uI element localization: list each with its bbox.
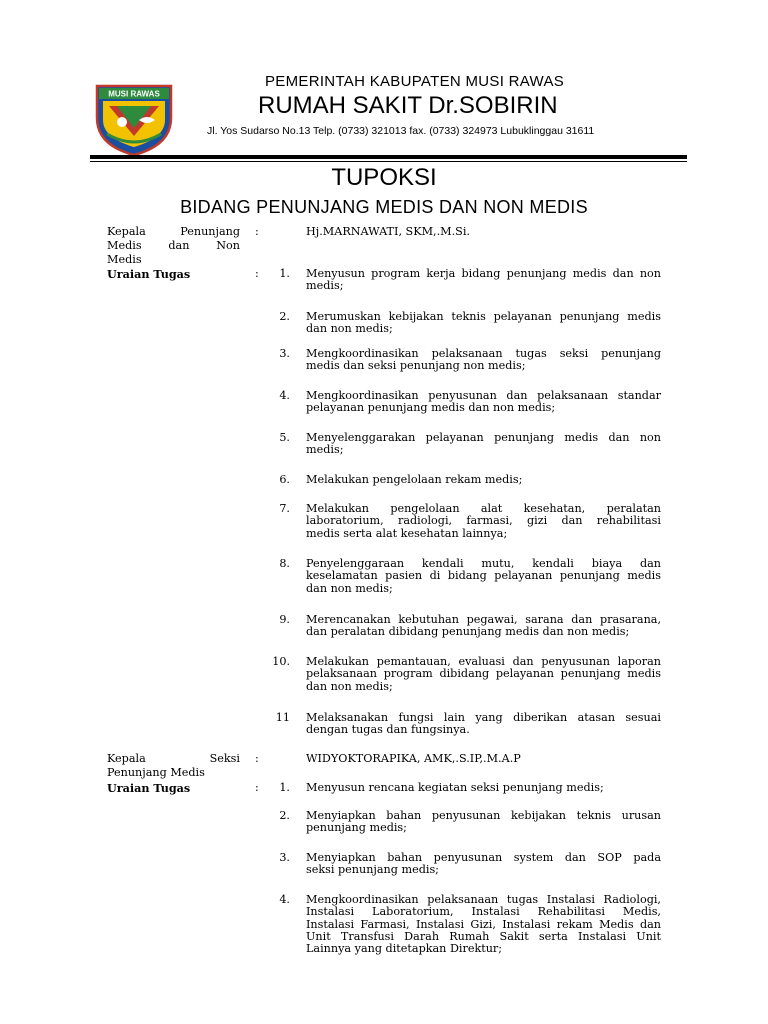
task-number: 1. [279,267,290,280]
task-number: 1. [279,781,290,794]
task-number: 3. [279,851,290,864]
task-text: Merencanakan kebutuhan pegawai, sarana dan prasarana, dan peralatan dibidang penunjang medis dan non medis; [306,613,661,639]
hospital-address: Jl. Yos Sudarso No.13 Telp. (0733) 321013 fax. (0733) 324973 Lubuklinggau 31611 [207,125,595,137]
task-text: Melaksanakan fungsi lain yang diberikan atasan sesuai dengan tugas dan fungsinya. [306,711,661,737]
hospital-name: RUMAH SAKIT Dr.SOBIRIN [258,92,558,119]
logo-text: MUSI RAWAS [108,89,160,99]
header-rule-thick [90,155,687,159]
task-text: Menyiapkan bahan penyusunan system dan SOP pada seksi penunjang medis; [306,851,661,877]
section1-tasks-colon: : [255,267,259,280]
section1-colon: : [255,225,259,238]
task-number: 2. [279,809,290,822]
section1-tasks-label: Uraian Tugas [107,267,191,281]
government-name: PEMERINTAH KABUPATEN MUSI RAWAS [265,73,565,90]
task-text: Mengkoordinasikan penyusunan dan pelaksanaan standar pelayanan penunjang medis dan non medis; [306,389,661,415]
document-subtitle: BIDANG PENUNJANG MEDIS DAN NON MEDIS [180,197,588,217]
task-text: Merumuskan kebijakan teknis pelayanan penunjang medis dan non medis; [306,310,661,336]
section2-label-line: Kepala Seksi [107,752,240,765]
musi-rawas-logo [95,84,173,156]
section2-tasks-label: Uraian Tugas [107,781,191,795]
section2-label-line: Penunjang Medis [107,766,205,779]
document-title: TUPOKSI [331,164,437,191]
task-number: 2. [279,310,290,323]
task-number: 6. [279,473,290,486]
task-number: 10. [272,655,290,668]
header-rule-thin [90,161,687,162]
task-text: Penyelenggaraan kendali mutu, kendali biaya dan keselamatan pasien di bidang pelayanan penunjang medis dan non medis; [306,557,661,595]
task-text: Melakukan pengelolaan rekam medis; [306,473,523,486]
task-number: 8. [279,557,290,570]
section2-colon: : [255,752,259,765]
task-text: Melakukan pengelolaan alat kesehatan, peralatan laboratorium, radiologi, farmasi, gizi dan rehabilitasi medis serta alat kesehatan lainnya; [306,502,661,540]
task-number: 3. [279,347,290,360]
section1-label-line: Medis dan Non [107,239,240,252]
task-number: 5. [279,431,290,444]
task-number: 7. [279,502,290,515]
section2-tasks-colon: : [255,781,259,794]
task-text: Menyiapkan bahan penyusunan kebijakan teknis urusan penunjang medis; [306,809,661,835]
task-number: 11 [275,711,290,724]
section2-name: WIDYOKTORAPIKA, AMK,.S.IP,.M.A.P [306,752,521,765]
task-text: Menyelenggarakan pelayanan penunjang medis dan non medis; [306,431,661,457]
section1-name: Hj.MARNAWATI, SKM,.M.Si. [306,225,470,238]
task-number: 4. [279,389,290,402]
task-number: 9. [279,613,290,626]
task-number: 4. [279,893,290,906]
task-text: Mengkoordinasikan pelaksanaan tugas seksi penunjang medis dan seksi penunjang non medis; [306,347,661,373]
section1-label-line: Medis [107,253,142,266]
task-text: Menyusun rencana kegiatan seksi penunjang medis; [306,781,604,794]
section1-label-line: Kepala Penunjang [107,225,240,238]
task-text: Mengkoordinasikan pelaksanaan tugas Instalasi Radiologi, Instalasi Laboratorium, Instalasi Rehabilitasi Medis, Instalasi Farmasi, Instalasi Gizi, Instalasi rekam Medis dan Unit Transfusi Darah Rumah Sakit serta Instalasi Unit Lainnya yang ditetapkan Direktur; [306,893,661,956]
task-text: Melakukan pemantauan, evaluasi dan penyusunan laporan pelaksanaan program dibidang pelayanan penunjang medis dan non medis; [306,655,661,693]
task-text: Menyusun program kerja bidang penunjang medis dan non medis; [306,267,661,293]
